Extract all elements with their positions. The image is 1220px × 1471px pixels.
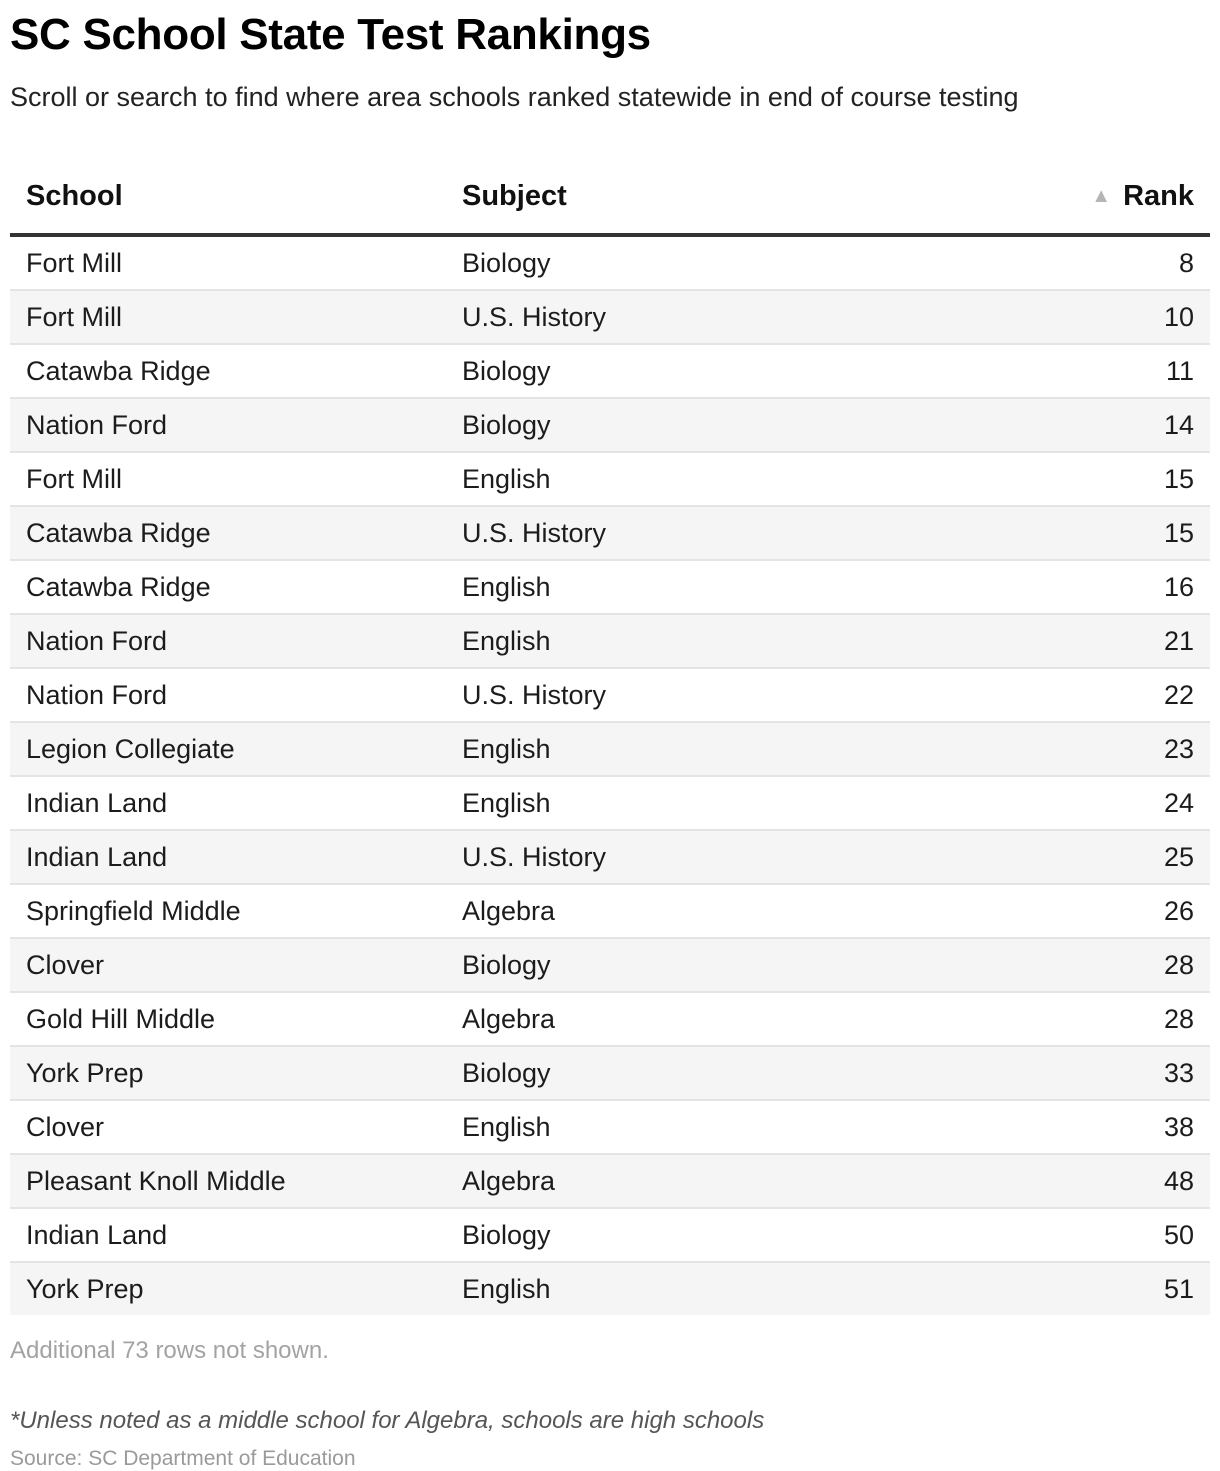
cell-subject: U.S. History (446, 830, 882, 884)
cell-rank: 15 (882, 506, 1210, 560)
cell-school: Springfield Middle (10, 884, 446, 938)
cell-school: Nation Ford (10, 668, 446, 722)
column-header-rank[interactable] (882, 159, 1210, 235)
column-header-school-label: School (26, 179, 123, 212)
cell-subject: U.S. History (446, 668, 882, 722)
cell-school: Catawba Ridge (10, 344, 446, 398)
table-row (10, 668, 1210, 722)
table-row (10, 614, 1210, 668)
cell-subject: Biology (446, 398, 882, 452)
more-rows-note: Additional 73 rows not shown. (10, 1337, 329, 1364)
table-row (10, 560, 1210, 614)
table-row (10, 722, 1210, 776)
cell-school: Indian Land (10, 830, 446, 884)
cell-subject: Biology (446, 344, 882, 398)
cell-school: York Prep (10, 1262, 446, 1315)
cell-subject: Biology (446, 1208, 882, 1262)
cell-rank: 38 (882, 1100, 1210, 1154)
cell-subject: English (446, 722, 882, 776)
column-header-subject-label: Subject (462, 179, 567, 212)
cell-school: Legion Collegiate (10, 722, 446, 776)
cell-rank: 21 (882, 614, 1210, 668)
cell-rank: 48 (882, 1154, 1210, 1208)
cell-school: Clover (10, 1100, 446, 1154)
cell-school: Catawba Ridge (10, 506, 446, 560)
cell-subject: English (446, 560, 882, 614)
cell-rank: 14 (882, 398, 1210, 452)
source-credit: Source: SC Department of Education (10, 1447, 356, 1470)
cell-school: Gold Hill Middle (10, 992, 446, 1046)
table-row (10, 1262, 1210, 1315)
cell-rank: 24 (882, 776, 1210, 830)
cell-subject: Algebra (446, 884, 882, 938)
cell-rank: 22 (882, 668, 1210, 722)
cell-subject: English (446, 452, 882, 506)
cell-school: Fort Mill (10, 235, 446, 290)
cell-rank: 51 (882, 1262, 1210, 1315)
table-row (10, 1208, 1210, 1262)
table-row (10, 1154, 1210, 1208)
table-row (10, 398, 1210, 452)
page-title: SC School State Test Rankings (10, 10, 651, 59)
cell-school: Fort Mill (10, 452, 446, 506)
cell-school: Fort Mill (10, 290, 446, 344)
table-header (10, 159, 1210, 235)
cell-subject: English (446, 1262, 882, 1315)
table-row (10, 830, 1210, 884)
cell-rank: 50 (882, 1208, 1210, 1262)
cell-subject: Biology (446, 235, 882, 290)
cell-subject: English (446, 776, 882, 830)
cell-school: Pleasant Knoll Middle (10, 1154, 446, 1208)
table-row (10, 452, 1210, 506)
sort-ascending-icon: ▲ (1091, 184, 1112, 207)
table-row (10, 344, 1210, 398)
cell-subject: English (446, 614, 882, 668)
table-body (10, 235, 1210, 1315)
table-row (10, 1046, 1210, 1100)
cell-rank: 8 (882, 235, 1210, 290)
cell-school: York Prep (10, 1046, 446, 1100)
table-row (10, 235, 1210, 290)
cell-subject: Algebra (446, 1154, 882, 1208)
cell-school: Indian Land (10, 1208, 446, 1262)
cell-rank: 28 (882, 938, 1210, 992)
table-row (10, 884, 1210, 938)
cell-rank: 10 (882, 290, 1210, 344)
cell-school: Nation Ford (10, 398, 446, 452)
table-row (10, 776, 1210, 830)
cell-school: Catawba Ridge (10, 560, 446, 614)
column-header-rank-label: Rank (1123, 179, 1194, 212)
cell-subject: U.S. History (446, 506, 882, 560)
cell-rank: 16 (882, 560, 1210, 614)
page-subtitle: Scroll or search to find where area schools ranked statewide in end of course testing (10, 82, 1019, 112)
column-header-subject[interactable] (446, 159, 882, 235)
cell-subject: English (446, 1100, 882, 1154)
cell-school: Indian Land (10, 776, 446, 830)
cell-subject: Algebra (446, 992, 882, 1046)
column-header-school[interactable] (10, 159, 446, 235)
rankings-table (10, 159, 1210, 1315)
cell-rank: 26 (882, 884, 1210, 938)
cell-rank: 23 (882, 722, 1210, 776)
table-row (10, 938, 1210, 992)
cell-rank: 25 (882, 830, 1210, 884)
table-row (10, 1100, 1210, 1154)
cell-subject: Biology (446, 938, 882, 992)
footnote: *Unless noted as a middle school for Algebra, schools are high schools (10, 1407, 765, 1434)
cell-subject: Biology (446, 1046, 882, 1100)
table-row (10, 506, 1210, 560)
cell-subject: U.S. History (446, 290, 882, 344)
cell-rank: 28 (882, 992, 1210, 1046)
cell-rank: 15 (882, 452, 1210, 506)
cell-rank: 33 (882, 1046, 1210, 1100)
table-row (10, 290, 1210, 344)
table-row (10, 992, 1210, 1046)
cell-school: Clover (10, 938, 446, 992)
header-row (10, 159, 1210, 235)
cell-rank: 11 (882, 344, 1210, 398)
cell-school: Nation Ford (10, 614, 446, 668)
